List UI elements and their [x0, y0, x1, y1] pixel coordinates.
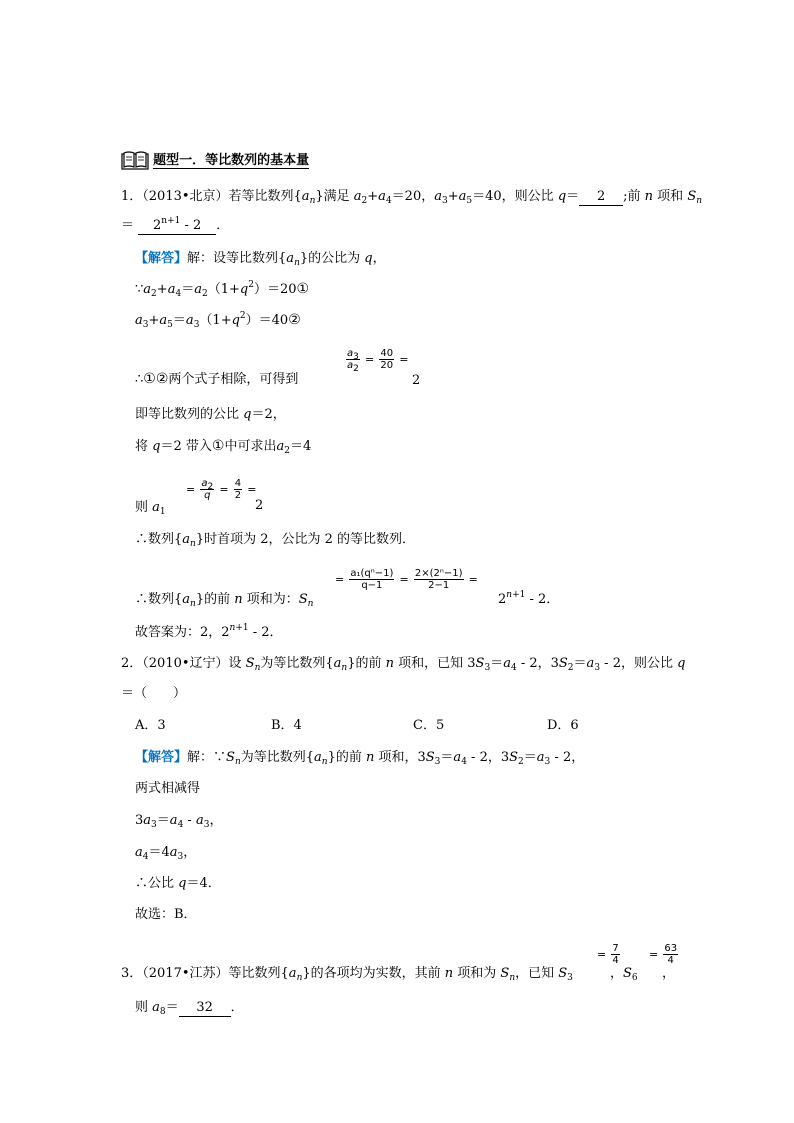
problem-2-line-1: 2．（2010•辽宁）设 $S_n$为等比数列$\{a_n\}$的前 n 项和，已知 $3S_3=a_4 - 2$，$3S_2=a_3 - 2$，则公比 q [121, 656, 686, 673]
book-icon [121, 150, 149, 170]
answer-blank-q: 2 [579, 189, 623, 206]
problem-1-line-2: ＝ $2^{n+1} - 2$ ． [121, 216, 230, 233]
option-b[interactable]: B．4 [271, 718, 302, 733]
solution-2-line-2: 两式相减得 [135, 781, 201, 796]
solution-2-line-1: 【解答】解：$\because S_n$为等比数列$\{a_n\}$的前 n 项和，$3S_3=a_4 - 2$，$3S_2=a_3 - 2$， [135, 750, 585, 767]
problem-1-line-1: 1．（2013•北京）若等比数列$\{a_n\}$满足 $a_2+a_4=20$，$a_3+a_5=40$，则公比 q＝ 2 ;前 n 项和 $S_n$ [121, 189, 703, 206]
a1-formula: = $\frac{a_2}{q}$ = $\frac{4}{2}$ = [186, 478, 257, 501]
answer-blank-a8: 32 [179, 1000, 231, 1017]
solution-1-line-2: $\because a_2+a_4=a_2(1+q^2)=20①$ [135, 280, 310, 299]
problem-3-line-1: 3．（2017•江苏）等比数列$\{a_n\}$的各项均为实数，其前 n 项和为 $S_n$，已知 $S_3$ [121, 966, 573, 983]
solution-1-line-3: $a_3+a_5=a_3(1+q^2)=40②$ [135, 311, 301, 330]
ratio-formula: $\frac{a_3}{a_2}$ = $\frac{40}{20}$ = [347, 348, 409, 374]
solution-1-line-4: ∴①②两个式子相除，可得到 [135, 371, 299, 387]
section-header [121, 150, 309, 170]
option-d[interactable]: D．6 [547, 718, 579, 733]
option-a[interactable]: A．3 [135, 718, 166, 733]
sum-formula: = $\frac{\text{a₁(qⁿ−1)}}{q-1}$ = $\frac{\text{2×(2ⁿ−1)}}{2-1}$ = [335, 568, 478, 591]
solution-1-line-6: 将 q＝2 带入①中可求出$a_2=4$ [135, 438, 312, 456]
solution-2-line-5: ∴公比 q＝4． [135, 876, 221, 891]
section-title: 题型一．等比数列的基本量 [153, 152, 310, 168]
solution-2-line-6: 故选：B． [135, 907, 197, 922]
problem-3-fractions: = $\frac{7}{4}$ = $\frac{63}{4}$ [597, 943, 678, 966]
solution-1-line-8: ∴数列$\{a_n\}$时首项为 2，公比为 2 的等比数列． [135, 532, 416, 549]
solution-2-line-3: $3a_3=a_4 - a_3$， [135, 813, 223, 830]
solution-tag: 【解答】 [135, 251, 188, 266]
problem-3-line-2: 则 $a_8= 32$ ． [135, 1000, 244, 1017]
solution-1-line-5: 即等比数列的公比 q＝2， [135, 407, 286, 422]
answer-blank-sum: $2^{n+1} - 2$ [138, 218, 216, 235]
solution-1-line-9: ∴数列$\{a_n\}$的前 n 项和为：$S_n$ [135, 592, 314, 609]
solution-2-line-4: $a_4=4a_3$， [135, 845, 197, 862]
solution-1-line-1: 【解答】解：设等比数列$\{a_n\}$的公比为 q， [135, 251, 386, 268]
problem-2-line-2: ＝（ ） [121, 686, 187, 701]
option-c[interactable]: C．5 [413, 718, 445, 733]
solution-1-line-10: 故答案为：2，$2^{n+1} - 2$． [135, 623, 283, 640]
solution-1-line-7: 则 $a_1$ [135, 500, 166, 517]
